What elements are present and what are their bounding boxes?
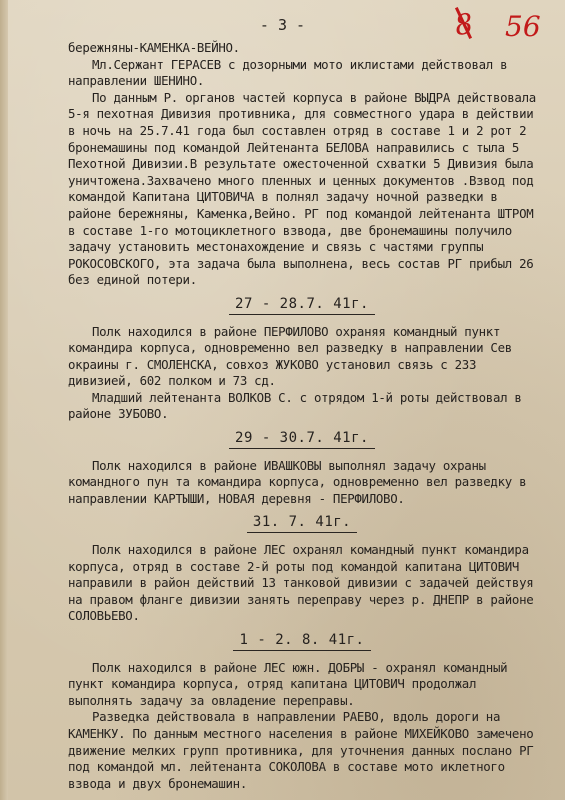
date-heading bbox=[68, 296, 536, 315]
date-heading bbox=[68, 514, 536, 533]
archive-mark-right: 56 bbox=[505, 10, 541, 43]
body-paragraph: Младший лейтенанта ВОЛКОВ С. с отрядом 1-й роты действовал в районе ЗУБОВО. bbox=[68, 389, 522, 422]
page-number: - 3 - bbox=[259, 16, 306, 34]
date-heading bbox=[68, 430, 536, 449]
date-heading-text: 27 - 28.7. 41г. bbox=[229, 296, 375, 315]
date-heading-text: 29 - 30.7. 41г. bbox=[229, 430, 375, 449]
body-paragraph: По данным Р. органов частей корпуса в районе ВЫДРА действовала 5-я пехотная Дивизия противника, для совместного удара в действии в ночь на 25.7.41 года был составлен отряд в составе 1 и 2 рот 2 бронемашины под командой Лейтенанта БЕЛОВА направились с тыла 5 Пехотной Дивизии.В результате ожесточенной схватки 5 Дивизия была уничтожена.Захвачено много пленных и ценных документов .Взвод под командой Капитана ЦИТОВИЧА в полнял задачу ночной разведки в районе бережняны, Каменка,Вейно. РГ под командой лейтенанта ШТРОМ в составе 1-го мотоциклетного взвода, две бронемашины получило задачу установить местонахождение и связь с частями группы РОКОСОВСКОГО, эта задача была выполнена, весь состав РГ прибыл 26 без единой потери. bbox=[68, 89, 536, 288]
date-heading-text: 31. 7. 41г. bbox=[247, 514, 357, 533]
body-paragraph: Полк находился в районе ПЕРФИЛОВО охраняя командный пункт командира корпуса, одновременно вел разведку в направлении Сев окраины г. СМОЛЕНСКА, совхоз ЖУКОВО установил связь с 233 дивизией, 602 полком и 73 сд. bbox=[68, 323, 512, 389]
document-body bbox=[68, 40, 536, 792]
body-paragraph: бережняны-КАМЕНКА-ВЕЙНО. bbox=[68, 40, 240, 55]
body-paragraph: Полк находился в районе ЛЕС охранял командный пункт командира корпуса, отряд в составе 2-й роты под командой капитана ЦИТОВИЧ направили в район действий 13 танковой дивизии с задачей действуя на правом фланге дивизии занять переправу через р. ДНЕПР в районе СОЛОВЬЕВО. bbox=[68, 542, 534, 624]
body-paragraph: Разведка действовала в направлении РАЕВО, вдоль дороги на КАМЕНКУ. По данным местного населения в районе МИХЕЙКОВО замечено движение мелких групп противника, для уточнения данных послано РГ под командой мл. лейтенанта СОКОЛОВА в составе мото иклетного взвода и двух бронемашин. bbox=[68, 709, 534, 791]
body-paragraph: Полк находился в районе ЛЕС южн. ДОБРЫ - охранял командный пункт командира корпуса, отряд капитана ЦИТОВИЧ продолжал выполнять задачу за овладение переправы. bbox=[68, 659, 508, 708]
page-edge bbox=[0, 0, 8, 800]
date-heading bbox=[68, 632, 536, 651]
body-paragraph: Полк находился в районе ИВАШКОВЫ выполнял задачу охраны командного пун та командира корпуса, одновременно вел разведку в направлении КАРТЫШИ, НОВАЯ деревня - ПЕРФИЛОВО. bbox=[68, 457, 527, 506]
archive-mark-left: 8 bbox=[452, 6, 476, 43]
body-paragraph: Мл.Сержант ГЕРАСЕВ с дозорными мото иклистами действовал в направлении ШЕНИНО. bbox=[68, 56, 508, 89]
date-heading-text: 1 - 2. 8. 41г. bbox=[233, 632, 370, 651]
